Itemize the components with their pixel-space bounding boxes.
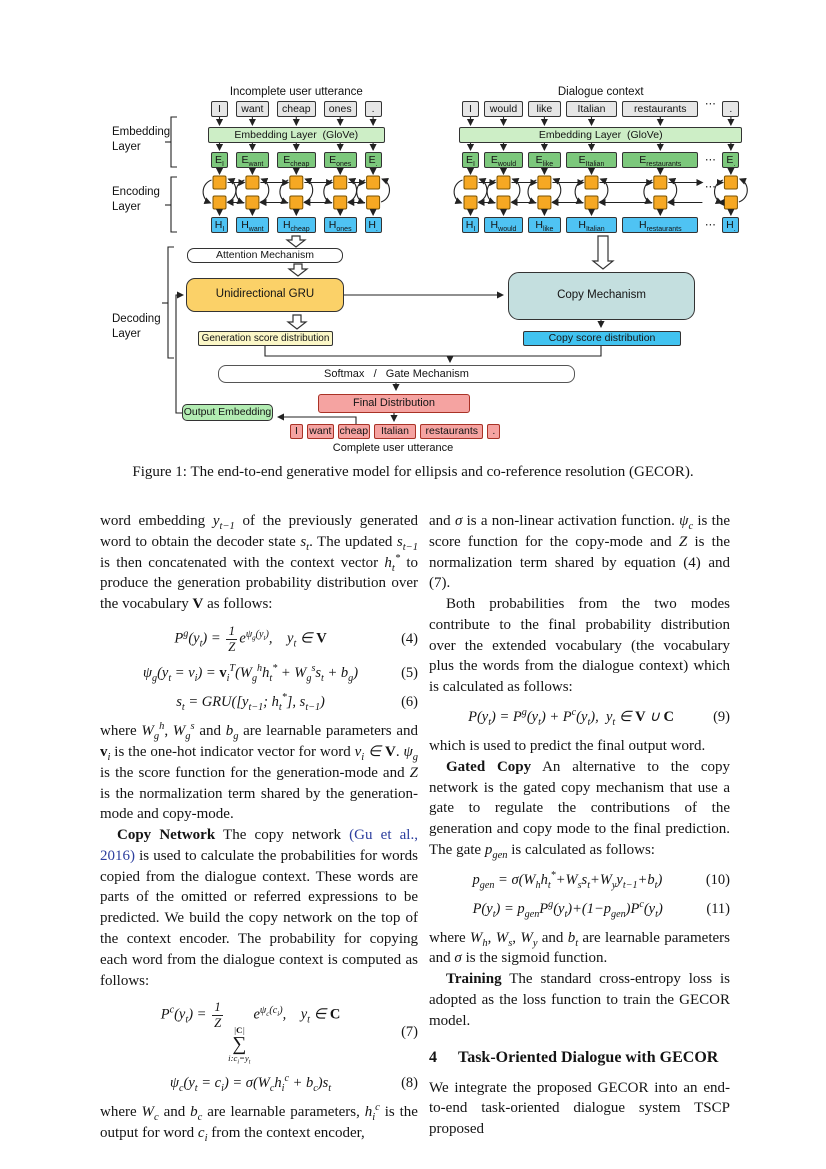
unidirectional-gru-box: Unidirectional GRU	[186, 278, 344, 312]
citation-link[interactable]: (Gu et al., 2016)	[100, 827, 418, 864]
output-token-box: restaurants	[420, 424, 483, 439]
layer-label-encoding: Encoding Layer	[112, 186, 160, 213]
inline-math: $W_h$	[469, 929, 488, 949]
hidden-state-box: $H_{like}$	[528, 217, 561, 233]
output-embedding-box: Output Embedding	[182, 404, 273, 421]
inline-math: $h_t^*$	[384, 552, 401, 574]
paragraph: Both probabilities from the two modes contribute to the final probability distribution over the extended vocabulary (the vocabulary plus the words from the dialogue context) which is calculated as follows:	[429, 596, 730, 696]
equation-7: $P^c(y_t)$ = $\frac{1}{Z}$ |C| ∑ $i:c_i=y_t$ $e^{\psi_c(c_i)}$, $y_t$ ∈ C (7)	[160, 1000, 418, 1067]
inline-math: $h_i^c$	[364, 1102, 380, 1124]
token-box: want	[236, 101, 269, 117]
inline-math: $b_t$	[567, 929, 579, 949]
hidden-state-box: $H_{would}$	[484, 217, 523, 233]
embedding-vector-box: $E_{ones}$	[324, 152, 357, 168]
embedding-vector-box: $E_{want}$	[236, 152, 269, 168]
hidden-state-box: $H_{Italian}$	[566, 217, 617, 233]
output-token-box: .	[487, 424, 500, 439]
inline-math: Z	[678, 533, 688, 550]
equation-5: $\psi_g(y_t = v_i) = v_i^T(W_g^hh_t^* + W_g^ss_t + b_g)$ (5)	[142, 663, 418, 685]
token-box: I	[211, 101, 228, 117]
paragraph: where $W_h$, $W_s$, $W_y$ and $b_t$ are learnable parameters and σ is the sigmoid function.	[429, 929, 730, 967]
inline-math: $\psi_c$	[679, 513, 694, 532]
inline-math: σ	[454, 950, 462, 967]
embedding-layer-box: Embedding Layer (GloVe)	[208, 127, 385, 143]
right-column	[429, 511, 730, 1144]
inline-math: $s_{t-1}$	[396, 533, 418, 553]
inline-math: $b_c$	[190, 1104, 203, 1124]
inline-math: $W_c$	[141, 1104, 159, 1124]
complete-utterance-label: Complete user utterance	[332, 442, 454, 454]
equation-8: $\psi_c(y_t = c_i) = \sigma(W_ch_i^c + b_c)s_t$ (8)	[170, 1073, 418, 1094]
output-token-box: I	[290, 424, 303, 439]
svg-text:⋯: ⋯	[704, 219, 716, 231]
embedding-vector-box: $E_{restaurants}$	[622, 152, 698, 168]
encoder-title: Dialogue context	[557, 86, 644, 98]
inline-math: $W_y$	[520, 929, 538, 949]
paragraph: which is used to predict the final output word.	[429, 737, 706, 754]
inline-math: $s_t$	[300, 533, 310, 553]
paragraph: and σ is a non-linear activation function. $\psi_c$ is the score function for the copy-mode and Z is the normalization term shared by equation (4) and (7).	[429, 513, 730, 592]
hidden-state-box: $H_{restaurants}$	[622, 217, 698, 233]
embedding-vector-box: $E_{would}$	[484, 152, 523, 168]
embedding-vector-box: $E_I$	[211, 152, 228, 168]
inline-math: $b_g$	[225, 723, 239, 743]
paragraph: Copy Network The copy network (Gu et al., 2016) is used to calculate the probabilities for words copied from the dialogue context. These words are parts of the omitted or referred expressions to be predicted. We build the copy network on the top of the context encoder. The probability for copying each word from the dialogue context is computed as follows:	[100, 827, 418, 989]
layer-label-embedding: Embedding Layer	[112, 126, 171, 153]
equation-9: $P(y_t) = P^g(y_t) + P^c(y_t)$, $y_t$ ∈ V ∪ C (9)	[468, 707, 730, 728]
token-box: would	[484, 101, 523, 117]
inline-math: $v_i$	[100, 744, 111, 764]
paragraph: Gated Copy An alternative to the copy network is the gated copy mechanism that use a gate to regulate the contributions of the generation and copy mode to the final prediction. The gate $p_{gen}$ is calculated as follows:	[429, 758, 730, 861]
inline-math: $v_i$ ∈ V	[354, 744, 396, 764]
final-distribution-box: Final Distribution	[318, 394, 470, 413]
embedding-vector-box: $E_.$	[722, 152, 739, 168]
embedding-layer-box: Embedding Layer (GloVe)	[459, 127, 742, 143]
attention-mechanism-box: Attention Mechanism	[187, 248, 343, 263]
embedding-vector-box: $E_{like}$	[528, 152, 561, 168]
inline-math: $W_g^h$	[141, 721, 165, 743]
svg-text:⋯: ⋯	[704, 98, 716, 110]
hidden-state-box: $H_.$	[722, 217, 739, 233]
body-columns	[0, 511, 826, 1144]
hidden-state-box: $H_I$	[211, 217, 228, 233]
copy-score-box: Copy score distribution	[523, 331, 681, 346]
equation-10: $p_{gen} = \sigma(W_hh_t^*+W_ss_t+W_yy_{t-1}+b_t)$ (10)	[472, 869, 730, 891]
inline-math: $c_i$	[197, 1124, 208, 1144]
equation-11: $P(y_t) = p_{gen}P^g(y_t)+(1-p_{gen})P^c(y_t)$ (11)	[472, 898, 730, 920]
hidden-state-box: $H_{cheap}$	[277, 217, 316, 233]
output-token-box: cheap	[339, 425, 369, 438]
token-box: .	[722, 101, 739, 117]
paragraph: word embedding $y_{t-1}$ of the previously generated word to obtain the decoder state $s_t$. The updated $s_{t-1}$ is then concatenated with the context vector $h_t^*$ to produce the generation probability distribution over the vocabulary V as follows:	[100, 513, 419, 613]
paragraph: where $W_g^h$, $W_g^s$ and $b_g$ are learnable parameters and $v_i$ is the one-hot indicator vector for word $v_i$ ∈ V. $\psi_g$ is the score function for the generation-mode and Z is the normalization term shared by the generation-mode and copy-mode.	[100, 721, 419, 823]
inline-math: $\psi_g$	[403, 744, 419, 764]
embedding-vector-box: $E_.$	[365, 152, 382, 168]
hidden-state-box: $H_{want}$	[236, 217, 269, 233]
paragraph: We integrate the proposed GECOR into an end-to-end task-oriented dialogue system TSCP proposed	[429, 1079, 730, 1138]
hidden-state-box: $H_.$	[365, 217, 382, 233]
token-box: like	[528, 101, 561, 117]
layer-label-decoding: Decoding Layer	[112, 313, 161, 340]
inline-math: Z	[409, 764, 418, 781]
run-in-heading: Gated Copy	[446, 758, 532, 775]
inline-math: $W_g^s$	[172, 721, 195, 743]
inline-math: V	[192, 596, 204, 613]
equation-6: $s_t = GRU([y_{t-1}$; $h_t^*$], $s_{t-1}$) (6)	[176, 692, 418, 714]
output-token-box: Italian	[374, 424, 416, 439]
token-box: I	[462, 101, 479, 117]
paragraph: Training The standard cross-entropy loss is adopted as the loss function to train the GECOR model.	[429, 971, 730, 1029]
token-box: .	[365, 101, 382, 117]
inline-math: $W_s$	[495, 929, 513, 949]
inline-math: $p_{gen}$	[484, 841, 508, 861]
equation-4: $P^g(y_t)$ = $\frac{1}{Z}$ $e^{\psi_g(y_t)}$, $y_t$ ∈ V (4)	[174, 623, 418, 654]
figure-arrows	[0, 0, 826, 456]
hidden-state-box: $H_{ones}$	[324, 217, 357, 233]
figure-1-diagram	[0, 0, 826, 456]
paragraph: where $W_c$ and $b_c$ are learnable parameters, $h_i^c$ is the output for word $c_i$ from the context encoder,	[100, 1102, 418, 1144]
left-column	[100, 511, 418, 1144]
svg-text:⋯: ⋯	[704, 181, 716, 193]
output-token-box: want	[307, 424, 334, 439]
embedding-vector-box: $E_{cheap}$	[277, 152, 316, 168]
inline-math: σ	[454, 513, 463, 529]
token-box: ones	[324, 101, 357, 117]
inline-math: $y_{t-1}$	[212, 513, 235, 532]
encoder-title: Incomplete user utterance	[229, 86, 363, 98]
generation-score-box: Generation score distribution	[198, 331, 333, 346]
copy-mechanism-box: Copy Mechanism	[508, 272, 695, 320]
figure-caption: Figure 1: The end-to-end generative model for ellipsis and co-reference resolution (GECOR).	[132, 464, 694, 480]
run-in-heading: Training	[446, 971, 502, 988]
embedding-vector-box: $E_I$	[462, 152, 479, 168]
embedding-vector-box: $E_{Italian}$	[566, 152, 617, 168]
svg-text:⋯: ⋯	[704, 154, 716, 166]
hidden-state-box: $H_I$	[462, 217, 479, 233]
token-box: Italian	[566, 101, 617, 117]
token-box: cheap	[277, 101, 316, 117]
run-in-heading: Copy Network	[117, 827, 216, 844]
section-heading: 4 Task-Oriented Dialogue with GECOR	[429, 1048, 719, 1066]
token-box: restaurants	[622, 101, 698, 117]
softmax-gate-box: Softmax / Gate Mechanism	[218, 365, 575, 383]
